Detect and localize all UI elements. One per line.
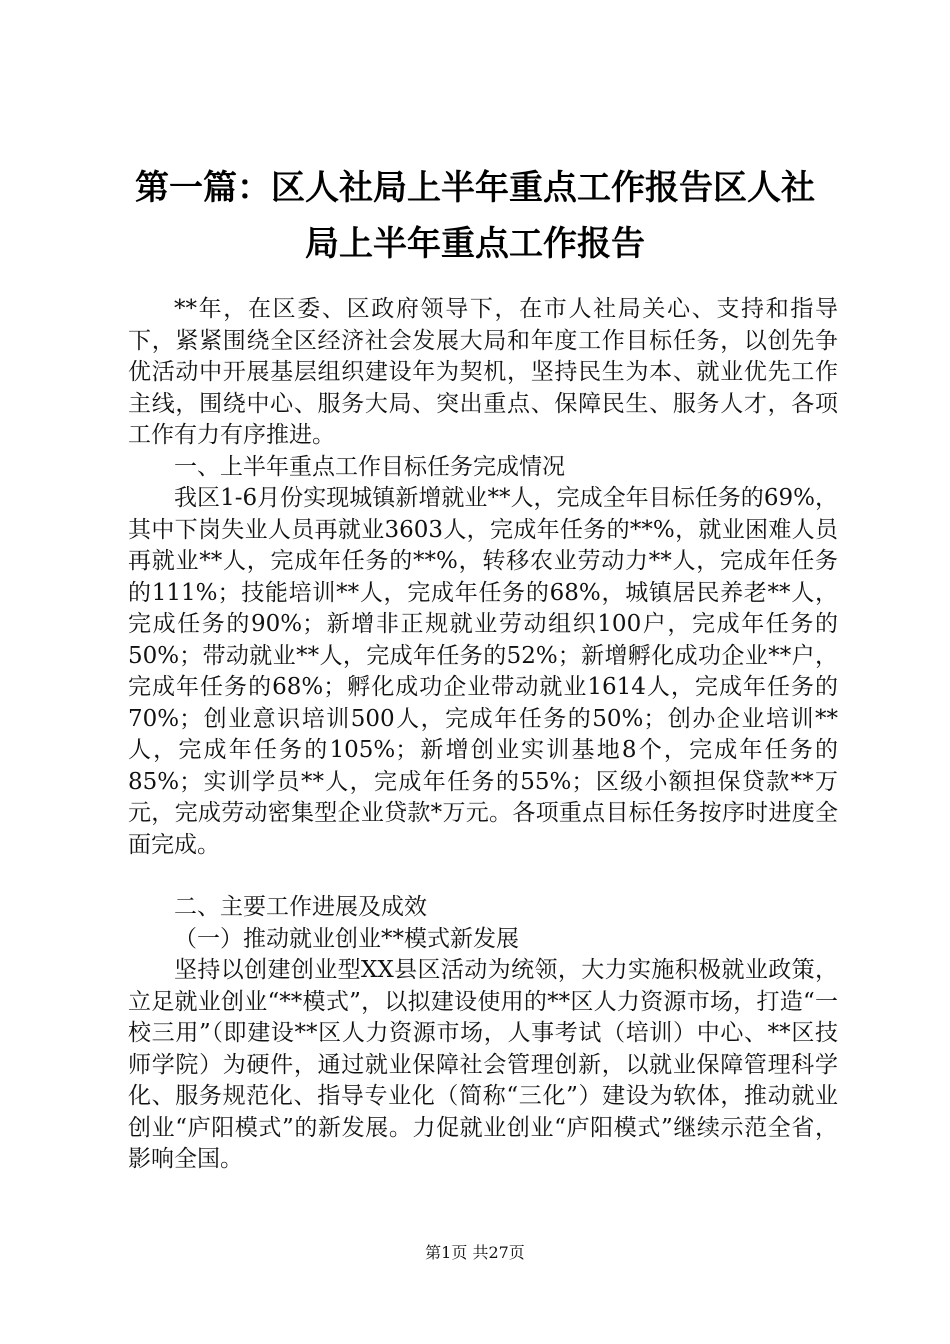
document-title: [100, 160, 850, 272]
section-heading-1: 一、上半年重点工作目标任务完成情况: [174, 453, 565, 480]
document-body: [128, 294, 838, 1176]
paragraph-employment: 坚持以创建创业型XX县区活动为统领，大力实施积极就业政策，立足就业创业“**模式”，以拟建设使用的**区人力资源市场，打造“一校三用”（即建设**区人力资源市场，人事考试（培训）中心、**区技师学院）为硬件，通过就业保障社会管理创新，以就业保障管理科学化、服务规范化、指导专业化（简称“三化”）建设为软体，推动就业创业“庐阳模式”的新发展。力促就业创业“庐阳模式”继续示范全省，影响全国。: [128, 957, 838, 1172]
title-line-1: 第一篇：区人社局上半年重点工作报告区人社: [135, 168, 815, 208]
page-number: 第1页 共27页: [425, 1243, 525, 1262]
section-heading-2: 二、主要工作进展及成效: [174, 894, 427, 920]
subsection-heading-1: （一）推动就业创业**模式新发展: [174, 925, 519, 952]
title-line-2: 局上半年重点工作报告: [305, 224, 645, 264]
paragraph-targets: 我区1-6月份实现城镇新增就业**人，完成全年目标任务的69%，其中下岗失业人员再就业3603人，完成年任务的**%，就业困难人员再就业**人，完成年任务的**%，转移农业劳动力**人，完成年任务的111%；技能培训**人，完成年任务的68%，城镇居民养老**人，完成任务的90%；新增非正规就业劳动组织100户，完成年任务的50%；带动就业**人，完成年任务的52%；新增孵化成功企业**户，完成年任务的68%；孵化成功企业带动就业1614人，完成年任务的70%；创业意识培训500人，完成年任务的50%；创办企业培训**人，完成年任务的105%；新增创业实训基地8个，完成年任务的85%；实训学员**人，完成年任务的55%；区级小额担保贷款**万元，完成劳动密集型企业贷款*万元。各项重点目标任务按序时进度全面完成。: [128, 485, 838, 858]
paragraph-intro: **年，在区委、区政府领导下，在市人社局关心、支持和指导下，紧紧围绕全区经济社会发展大局和年度工作目标任务，以创先争优活动中开展基层组织建设年为契机，坚持民生为本、就业优先工作主线，围绕中心、服务大局、突出重点、保障民生、服务人才，各项工作有力有序推进。: [128, 296, 838, 448]
